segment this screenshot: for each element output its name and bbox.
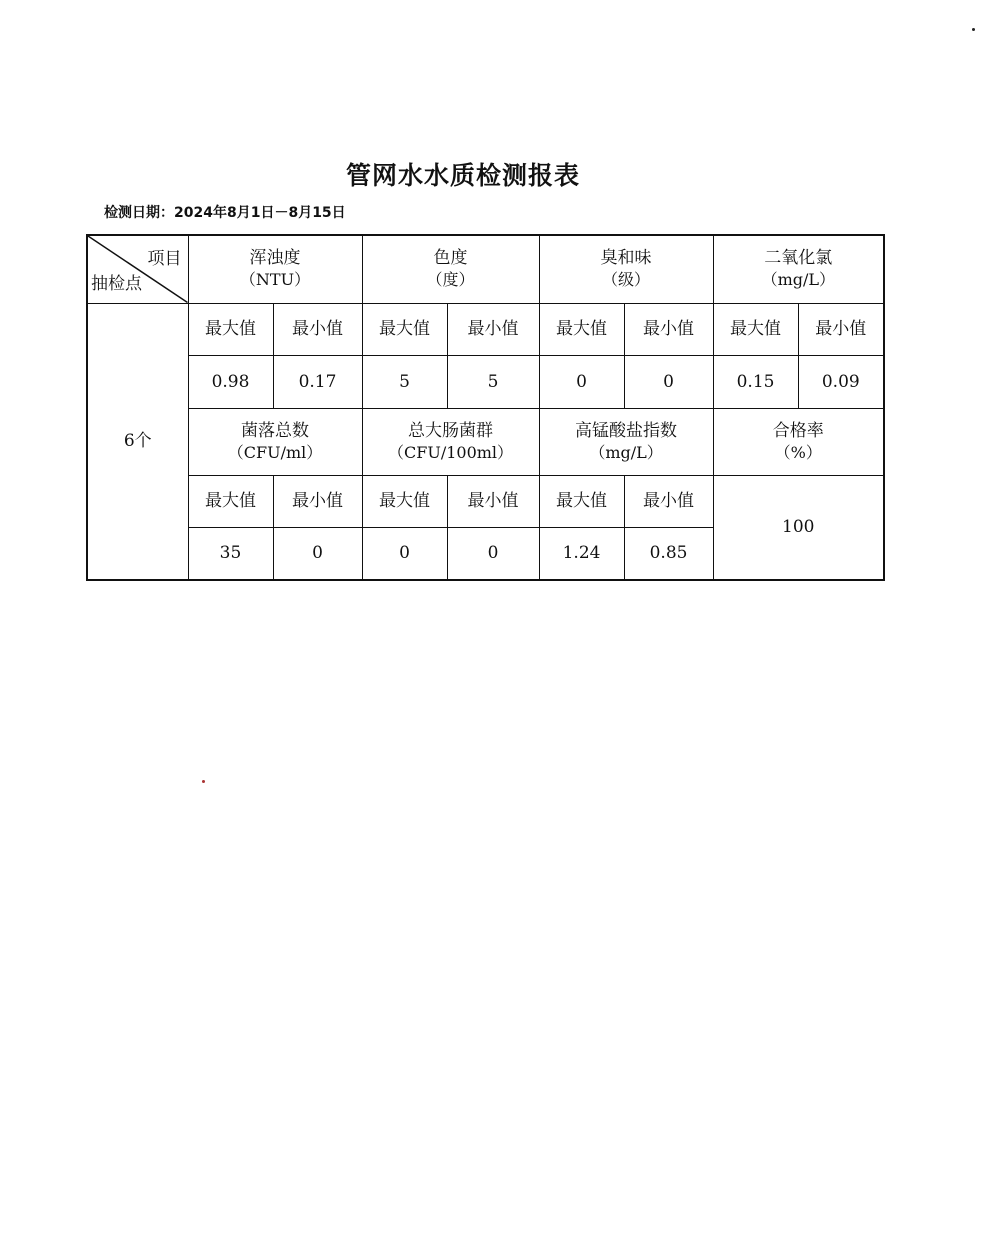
header-chlorine-dioxide: 二氧化氯 （mg/L）: [713, 235, 884, 303]
label-max: 最大值: [713, 303, 798, 355]
header-odor: 臭和味 （级）: [539, 235, 713, 303]
corner-item-label: 项目: [147, 249, 182, 269]
value-cell: 1.24: [539, 527, 624, 580]
inspection-date: 检测日期：2024年8月1日－8月15日: [104, 205, 346, 221]
label-min: 最小值: [447, 475, 539, 527]
label-max: 最大值: [188, 303, 273, 355]
header-colony-count: 菌落总数 （CFU/ml）: [188, 408, 362, 475]
corner-header-cell: [87, 235, 188, 303]
value-cell: 0.98: [188, 355, 273, 408]
value-cell: 0: [624, 355, 713, 408]
value-cell: 0: [447, 527, 539, 580]
label-min: 最小值: [624, 475, 713, 527]
value-cell: 0.85: [624, 527, 713, 580]
label-max: 最大值: [539, 475, 624, 527]
header-pass-rate: 合格率 （%）: [713, 408, 884, 475]
label-min: 最小值: [447, 303, 539, 355]
label-min: 最小值: [798, 303, 884, 355]
value-cell: 0: [362, 527, 447, 580]
label-min: 最小值: [624, 303, 713, 355]
header-color: 色度 （度）: [362, 235, 539, 303]
sample-points-cell: 6个: [87, 303, 188, 580]
value-cell: 0.17: [273, 355, 362, 408]
scan-speck: [972, 28, 975, 31]
pass-rate-value: 100: [713, 475, 884, 580]
value-cell: 0.09: [798, 355, 884, 408]
header-total-coliform: 总大肠菌群 （CFU/100ml）: [362, 408, 539, 475]
value-cell: 0: [539, 355, 624, 408]
value-cell: 35: [188, 527, 273, 580]
value-cell: 5: [447, 355, 539, 408]
report-title: 管网水水质检测报表: [345, 161, 580, 190]
label-max: 最大值: [539, 303, 624, 355]
label-min: 最小值: [273, 303, 362, 355]
header-permanganate-index: 高锰酸盐指数 （mg/L）: [539, 408, 713, 475]
scan-speck: [202, 780, 205, 783]
label-min: 最小值: [273, 475, 362, 527]
corner-point-label: 抽检点: [91, 273, 142, 294]
label-max: 最大值: [188, 475, 273, 527]
value-cell: 0.15: [713, 355, 798, 408]
value-cell: 0: [273, 527, 362, 580]
label-max: 最大值: [362, 475, 447, 527]
water-quality-table: [86, 234, 885, 581]
label-max: 最大值: [362, 303, 447, 355]
header-turbidity: 浑浊度 （NTU）: [188, 235, 362, 303]
value-cell: 5: [362, 355, 447, 408]
